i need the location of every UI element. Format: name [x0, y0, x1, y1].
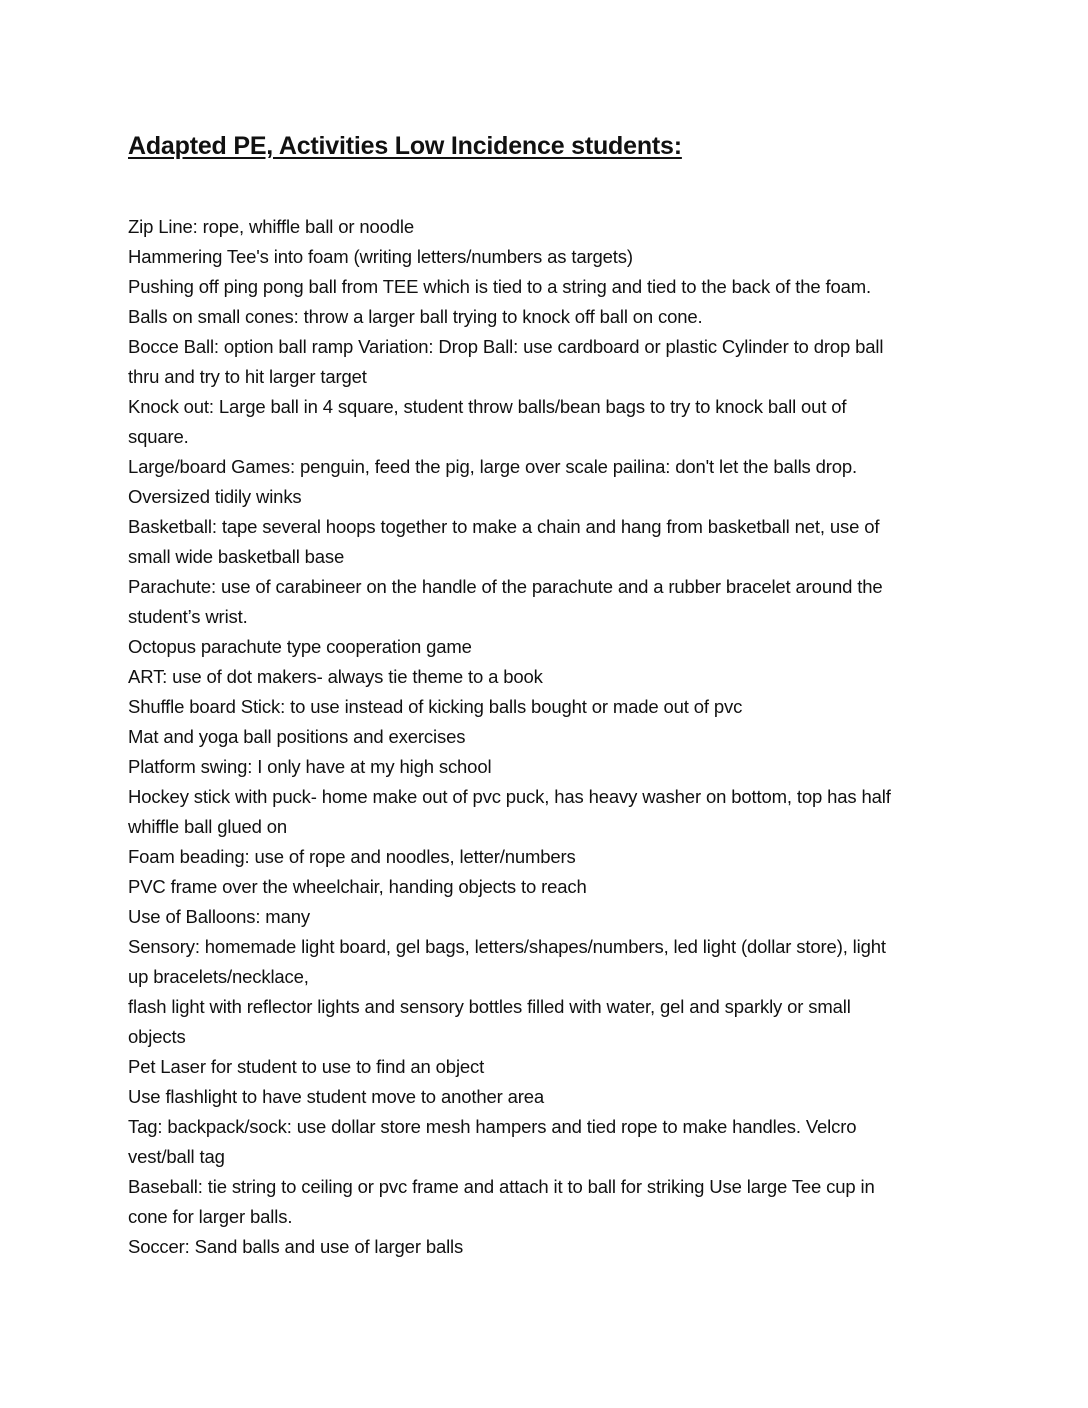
text-line: small wide basketball base: [128, 546, 345, 567]
text-line: vest/ball tag: [128, 1146, 225, 1167]
text-line: Bocce Ball: option ball ramp Variation: Drop Ball: use cardboard or plastic Cylinder to drop ball: [128, 336, 884, 357]
text-line: Foam beading: use of rope and noodles, letter/numbers: [128, 846, 576, 867]
text-line: Platform swing: I only have at my high school: [128, 756, 492, 777]
text-line: Hammering Tee's into foam (writing letters/numbers as targets): [128, 246, 633, 267]
text-line: Large/board Games: penguin, feed the pig, large over scale pailina: don't let the balls drop.: [128, 456, 858, 477]
text-line: student’s wrist.: [128, 606, 248, 627]
text-line: Pushing off ping pong ball from TEE which is tied to a string and tied to the back of the foam.: [128, 276, 871, 297]
text-line: Baseball: tie string to ceiling or pvc frame and attach it to ball for striking Use large Tee cup in: [128, 1176, 875, 1197]
text-line: Knock out: Large ball in 4 square, student throw balls/bean bags to try to knock ball out of: [128, 396, 847, 417]
text-line: Parachute: use of carabineer on the handle of the parachute and a rubber bracelet around the: [128, 576, 883, 597]
text-line: PVC frame over the wheelchair, handing objects to reach: [128, 876, 587, 897]
text-line: Basketball: tape several hoops together to make a chain and hang from basketball net, use of: [128, 516, 880, 537]
text-line: Pet Laser for student to use to find an object: [128, 1056, 485, 1077]
activity-list: [128, 212, 963, 1262]
text-line: up bracelets/necklace,: [128, 966, 309, 987]
text-line: Balls on small cones: throw a larger ball trying to knock off ball on cone.: [128, 306, 703, 327]
text-line: Zip Line: rope, whiffle ball or noodle: [128, 216, 415, 237]
text-line: Oversized tidily winks: [128, 486, 302, 507]
text-line: Shuffle board Stick: to use instead of kicking balls bought or made out of pvc: [128, 696, 743, 717]
text-line: objects: [128, 1026, 186, 1047]
text-line: flash light with reflector lights and sensory bottles filled with water, gel and sparkly or small: [128, 996, 851, 1017]
text-line: Octopus parachute type cooperation game: [128, 636, 472, 657]
text-line: ART: use of dot makers- always tie theme to a book: [128, 666, 543, 687]
text-line: cone for larger balls.: [128, 1206, 293, 1227]
text-line: thru and try to hit larger target: [128, 366, 367, 387]
text-line: whiffle ball glued on: [128, 816, 288, 837]
document-title: Adapted PE, Activities Low Incidence students:: [128, 132, 682, 160]
text-line: Sensory: homemade light board, gel bags, letters/shapes/numbers, led light (dollar store), light: [128, 936, 886, 957]
text-line: Use flashlight to have student move to another area: [128, 1086, 545, 1107]
text-line: Use of Balloons: many: [128, 906, 310, 927]
text-line: Mat and yoga ball positions and exercises: [128, 726, 466, 747]
text-line: Soccer: Sand balls and use of larger balls: [128, 1236, 464, 1257]
text-line: Hockey stick with puck- home make out of pvc puck, has heavy washer on bottom, top has half: [128, 786, 891, 807]
text-line: square.: [128, 426, 189, 447]
text-line: Tag: backpack/sock: use dollar store mesh hampers and tied rope to make handles. Velcro: [128, 1116, 857, 1137]
